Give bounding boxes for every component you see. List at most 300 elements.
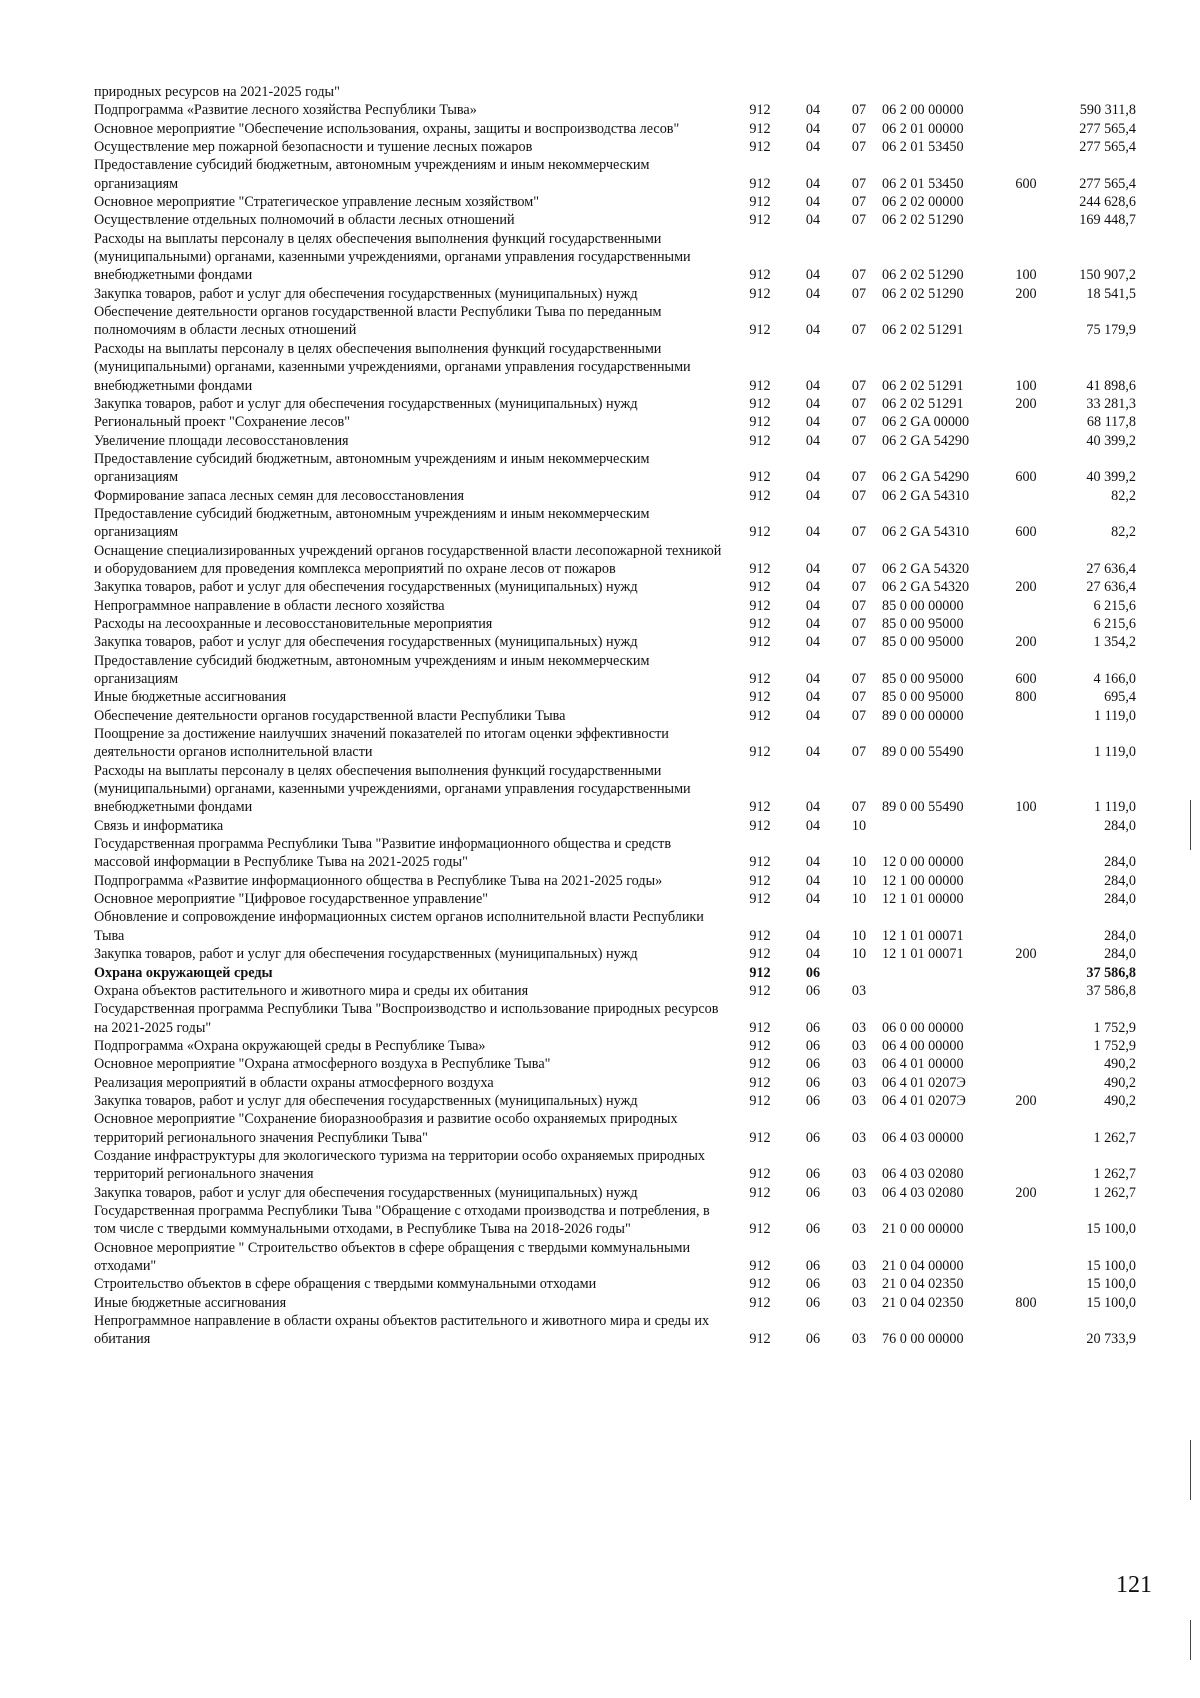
row-code-cell-c2: 04 <box>805 432 821 449</box>
row-code-cell-c6: 68 117,8 <box>1086 414 1136 431</box>
row-code-cell-c3: 03 <box>851 1331 867 1348</box>
table-row <box>94 542 1136 579</box>
row-code-cell-c1: 912 <box>749 1294 771 1311</box>
row-code-cell-c3: 03 <box>851 982 867 999</box>
table-row <box>94 395 1136 413</box>
row-code-cell-c4: 85 0 00 95000 <box>882 671 964 687</box>
row-code-cell-c1: 912 <box>749 285 771 302</box>
row-code-cell-c6: 1 354,2 <box>1093 634 1136 651</box>
row-code-cell-c5 <box>1004 413 1048 431</box>
row-code-cell-c5 <box>1004 908 1048 945</box>
row-code-cell-c1: 912 <box>749 432 771 449</box>
row-code-cell-c6: 75 179,9 <box>1086 322 1136 339</box>
row-code-cell-c3: 07 <box>851 560 867 577</box>
row-code-cell-c5 <box>1004 432 1048 450</box>
row-name-cell: Охрана объектов растительного и животного мира и среды их обитания <box>94 982 529 999</box>
row-code-cell-c4: 06 4 03 02080 <box>882 1184 964 1201</box>
row-name-cell: Расходы на выплаты персоналу в целях обеспечения выполнения функций государственными (муниципальными) органами, казенными учреждениями, органами управления государственными внебюджетными фондами <box>94 762 691 816</box>
row-code-cell-c5 <box>1004 1202 1048 1239</box>
row-code-cell-c1: 912 <box>749 487 771 504</box>
row-code-cell-c6: 590 311,8 <box>1079 102 1136 119</box>
row-code-cell-c6: 1 262,7 <box>1093 1129 1136 1146</box>
row-code-cell-c1: 912 <box>749 395 771 412</box>
row-code-cell-c1: 912 <box>749 634 771 651</box>
row-code-cell-c6: 18 541,5 <box>1086 285 1136 302</box>
row-code-cell-c3: 03 <box>851 1056 867 1073</box>
row-code-cell-c6: 20 733,9 <box>1086 1331 1136 1348</box>
row-code-cell-c6: 284,0 <box>1104 872 1136 889</box>
row-code-cell-c6: 277 565,4 <box>1079 139 1136 156</box>
row-code-cell-c4: 21 0 04 02350 <box>882 1294 964 1311</box>
row-code-cell-c6: 490,2 <box>1104 1056 1136 1073</box>
row-code-cell-c3: 10 <box>851 817 867 834</box>
row-code-cell-c4: 89 0 00 55490 <box>882 744 964 761</box>
row-code-cell-c4: 21 0 00 00000 <box>882 1221 964 1238</box>
table-row <box>94 1202 1136 1239</box>
row-name-cell: Оснащение специализированных учреждений органов государственной власти лесопожарной техникой и оборудованием для проведения комплекса мероприятий по охране лесов от пожаров <box>94 542 722 577</box>
table-row <box>94 211 1136 229</box>
table-row <box>94 101 1136 119</box>
table-row <box>94 432 1136 450</box>
row-code-cell-c4 <box>882 817 1004 835</box>
page-number: 121 <box>1116 1572 1152 1598</box>
row-code-cell-c6: 82,2 <box>1111 524 1136 541</box>
row-code-cell-c3: 07 <box>851 432 867 449</box>
row-code-cell-c3: 07 <box>851 597 867 614</box>
row-code-cell-c3: 07 <box>851 487 867 504</box>
row-code-cell-c5: 600 <box>1015 671 1037 687</box>
row-code-cell-c4: 12 0 00 00000 <box>882 854 964 871</box>
row-code-cell-c4: 06 2 00 00000 <box>882 102 964 119</box>
row-code-cell-c1: 912 <box>749 671 771 687</box>
row-code-cell-c6: 15 100,0 <box>1086 1276 1136 1293</box>
row-code-cell-c3: 03 <box>851 1184 867 1201</box>
row-name-cell: Основное мероприятие " Строительство объектов в сфере обращения с твердыми коммунальными отходами" <box>94 1239 691 1274</box>
row-code-cell-c5 <box>1004 120 1048 138</box>
row-name-cell: Предоставление субсидий бюджетным, автономным учреждениям и иным некоммерческим организациям <box>94 652 650 687</box>
row-code-cell-c5: 800 <box>1015 1294 1037 1311</box>
row-code-cell-c4: 06 2 02 51290 <box>882 212 964 229</box>
table-row <box>94 487 1136 505</box>
table-row <box>94 688 1136 706</box>
row-code-cell-c3: 03 <box>851 1166 867 1183</box>
row-code-cell-c5 <box>1004 890 1048 908</box>
row-code-cell-c2: 04 <box>805 194 821 211</box>
row-code-cell-c6: 695,4 <box>1104 689 1136 706</box>
row-code-cell-c2: 04 <box>805 615 821 632</box>
row-code-cell-c3: 07 <box>851 634 867 651</box>
row-code-cell-c4: 06 2 GA 54310 <box>882 487 970 504</box>
row-code-cell-c2: 04 <box>805 395 821 412</box>
row-code-cell-c6: 1 262,7 <box>1093 1184 1136 1201</box>
row-code-cell-c3: 07 <box>851 615 867 632</box>
row-code-cell-c6: 6 215,6 <box>1093 597 1136 614</box>
row-code-cell-c6: 284,0 <box>1104 817 1136 834</box>
row-code-cell-c4: 06 4 01 0207Э <box>882 1074 966 1091</box>
row-code-cell-c2: 04 <box>805 689 821 706</box>
row-code-cell-c5 <box>1004 1110 1048 1147</box>
row-code-cell-c3: 07 <box>851 175 867 192</box>
row-code-cell-c6: 150 907,2 <box>1079 267 1136 284</box>
row-code-cell-c2: 06 <box>805 1019 821 1036</box>
row-code-cell-c3: 10 <box>851 872 867 889</box>
table-row <box>94 1000 1136 1037</box>
row-code-cell-c5 <box>1004 615 1048 633</box>
row-name-cell: Расходы на выплаты персоналу в целях обеспечения выполнения функций государственными (муниципальными) органами, казенными учреждениями, органами управления государственными внебюджетными фондами <box>94 340 691 394</box>
row-code-cell-c1: 912 <box>749 377 771 394</box>
row-name-cell: Увеличение площади лесовосстановления <box>94 432 349 449</box>
row-name-cell: Иные бюджетные ассигнования <box>94 1294 287 1311</box>
row-code-cell-c1: 912 <box>749 927 771 944</box>
row-code-cell-c6: 1 119,0 <box>1093 707 1136 724</box>
row-code-cell-c1: 912 <box>749 524 771 541</box>
row-code-cell-c6: 284,0 <box>1104 927 1136 944</box>
row-code-cell-c6: 15 100,0 <box>1086 1258 1136 1274</box>
row-code-cell-c4: 06 2 01 00000 <box>882 120 964 137</box>
row-name-cell: Государственная программа Республики Тыва "Обращение с отходами производства и потребления, в том числе с твердыми коммунальными отходами, в Республике Тыва на 2018-2026 годы" <box>94 1202 710 1238</box>
row-code-cell-c1: 912 <box>749 1092 771 1109</box>
row-code-cell-c2: 06 <box>805 1258 821 1274</box>
row-name-cell: Осуществление мер пожарной безопасности и тушение лесных пожаров <box>94 139 533 156</box>
table-row <box>94 597 1136 615</box>
row-code-cell-c3: 07 <box>851 194 867 211</box>
row-code-cell-c5: 200 <box>1015 634 1037 651</box>
row-name-cell: Государственная программа Республики Тыва "Развитие информационного общества и средств массовой информации в Республике Тыва на 2021-2025 годы" <box>94 836 672 871</box>
row-code-cell-c4: 06 2 GA 00000 <box>882 414 970 431</box>
row-code-cell-c2: 04 <box>805 469 821 486</box>
row-code-cell-c5 <box>1004 1147 1048 1184</box>
table-row <box>94 303 1136 340</box>
row-code-cell-c3: 07 <box>851 267 867 284</box>
row-code-cell-c3: 07 <box>851 707 867 724</box>
row-code-cell-c4: 76 0 00 00000 <box>882 1331 964 1348</box>
row-name-cell: Строительство объектов в сфере обращения с твердыми коммунальными отходами <box>94 1276 597 1293</box>
row-code-cell-c5 <box>1004 725 1048 762</box>
row-code-cell-c3: 10 <box>851 854 867 871</box>
row-code-cell-c3 <box>836 83 882 101</box>
row-name-cell: Основное мероприятие "Стратегическое управление лесным хозяйством" <box>94 194 540 211</box>
row-code-cell-c5 <box>1004 83 1048 101</box>
row-code-cell-c1: 912 <box>749 615 771 632</box>
row-code-cell-c3: 07 <box>851 689 867 706</box>
row-code-cell-c4: 06 2 02 51291 <box>882 377 964 394</box>
row-code-cell-c5: 200 <box>1015 395 1037 412</box>
row-name-cell: Непрограммное направление в области охраны объектов растительного и животного мира и среды их обитания <box>94 1313 710 1348</box>
row-code-cell-c3: 07 <box>851 414 867 431</box>
row-code-cell-c5 <box>1004 303 1048 340</box>
row-name-cell: Расходы на выплаты персоналу в целях обеспечения выполнения функций государственными (муниципальными) органами, казенными учреждениями, органами управления государственными внебюджетными фондами <box>94 230 691 284</box>
row-name-cell: Основное мероприятие "Сохранение биоразнообразия и развитие особо охраняемых природных территорий регионального значения Республики Тыва" <box>94 1111 678 1146</box>
row-name-cell: Основное мероприятие "Охрана атмосферного воздуха в Республике Тыва" <box>94 1056 551 1073</box>
row-name-cell: Подпрограмма «Развитие информационного общества в Республике Тыва на 2021-2025 годы» <box>94 872 663 889</box>
row-name-cell: Обновление и сопровождение информационных систем органов исполнительной власти Республики Тыва <box>94 909 704 944</box>
row-code-cell-c1: 912 <box>749 597 771 614</box>
row-code-cell-c1: 912 <box>749 964 771 981</box>
row-code-cell-c5 <box>1004 597 1048 615</box>
row-code-cell-c6: 244 628,6 <box>1079 194 1136 211</box>
row-code-cell-c6: 284,0 <box>1104 946 1136 963</box>
row-code-cell-c2: 06 <box>805 1221 821 1238</box>
table-row <box>94 285 1136 303</box>
row-code-cell-c1: 912 <box>749 267 771 284</box>
row-code-cell-c3: 07 <box>851 139 867 156</box>
row-code-cell-c2: 04 <box>805 854 821 871</box>
row-code-cell-c2: 04 <box>805 285 821 302</box>
row-code-cell-c6: 33 281,3 <box>1086 395 1136 412</box>
row-name-cell: Подпрограмма «Охрана окружающей среды в Республике Тыва» <box>94 1037 486 1054</box>
table-row <box>94 1037 1136 1055</box>
row-code-cell-c4: 06 2 GA 54290 <box>882 432 970 449</box>
row-code-cell-c2: 04 <box>805 707 821 724</box>
row-code-cell-c4: 06 4 03 00000 <box>882 1129 964 1146</box>
row-code-cell-c4: 06 2 02 00000 <box>882 194 964 211</box>
row-code-cell-c1: 912 <box>749 469 771 486</box>
row-code-cell-c1: 912 <box>749 560 771 577</box>
row-code-cell-c3: 10 <box>851 891 867 908</box>
table-row <box>94 156 1136 193</box>
row-code-cell-c1: 912 <box>749 744 771 761</box>
row-code-cell-c6: 4 166,0 <box>1093 671 1136 687</box>
row-code-cell-c5: 200 <box>1015 946 1037 963</box>
row-code-cell-c1: 912 <box>749 322 771 339</box>
row-name-cell: Иные бюджетные ассигнования <box>94 689 287 706</box>
table-row <box>94 1092 1136 1110</box>
row-code-cell-c6: 1 119,0 <box>1093 744 1136 761</box>
row-code-cell-c2: 04 <box>805 927 821 944</box>
table-row <box>94 120 1136 138</box>
row-code-cell-c6: 37 586,8 <box>1086 982 1136 999</box>
row-code-cell-c2: 06 <box>805 1129 821 1146</box>
row-code-cell-c3: 07 <box>851 285 867 302</box>
row-code-cell-c2: 04 <box>805 579 821 596</box>
row-code-cell-c3: 07 <box>851 322 867 339</box>
table-row <box>94 450 1136 487</box>
row-code-cell-c3: 07 <box>851 799 867 816</box>
row-code-cell-c2: 04 <box>805 102 821 119</box>
row-code-cell-c5 <box>1004 193 1048 211</box>
row-code-cell-c4: 06 2 01 53450 <box>882 139 964 156</box>
row-code-cell-c4: 06 2 02 51291 <box>882 322 964 339</box>
row-code-cell-c4: 12 1 01 00000 <box>882 891 964 908</box>
table-row <box>94 1275 1136 1293</box>
row-code-cell-c1: 912 <box>749 946 771 963</box>
row-code-cell-c5 <box>1004 982 1048 1000</box>
row-code-cell-c4: 06 4 00 00000 <box>882 1037 964 1054</box>
table-row <box>94 964 1136 982</box>
row-code-cell-c4: 06 4 01 00000 <box>882 1056 964 1073</box>
row-code-cell-c4: 06 2 GA 54320 <box>882 560 970 577</box>
row-code-cell-c5 <box>1004 1037 1048 1055</box>
row-code-cell-c4: 85 0 00 95000 <box>882 634 964 651</box>
row-code-cell-c3: 07 <box>851 469 867 486</box>
row-code-cell-c3: 07 <box>851 377 867 394</box>
row-code-cell-c3: 03 <box>851 1258 867 1274</box>
table-row <box>94 1239 1136 1276</box>
row-code-cell-c1: 912 <box>749 689 771 706</box>
row-code-cell-c5: 100 <box>1015 799 1037 816</box>
row-code-cell-c5 <box>1004 211 1048 229</box>
row-code-cell-c5 <box>1004 964 1048 982</box>
row-code-cell-c4: 85 0 00 95000 <box>882 689 964 706</box>
budget-table <box>94 83 1136 1349</box>
row-code-cell-c1: 912 <box>749 414 771 431</box>
row-code-cell-c3: 03 <box>851 1276 867 1293</box>
row-code-cell-c5 <box>1004 542 1048 579</box>
table-row <box>94 1184 1136 1202</box>
row-code-cell-c3: 07 <box>851 579 867 596</box>
row-code-cell-c6: 41 898,6 <box>1086 377 1136 394</box>
row-code-cell-c1: 912 <box>749 872 771 889</box>
row-code-cell-c1: 912 <box>749 194 771 211</box>
row-code-cell-c3: 03 <box>851 1221 867 1238</box>
row-code-cell-c1: 912 <box>749 579 771 596</box>
row-code-cell-c1: 912 <box>749 982 771 999</box>
row-code-cell-c1: 912 <box>749 799 771 816</box>
row-name-cell: Поощрение за достижение наилучших значений показателей по итогам оценки эффективности деятельности органов исполнительной власти <box>94 726 669 761</box>
row-code-cell-c4 <box>882 982 1004 1000</box>
row-code-cell-c2: 04 <box>805 872 821 889</box>
row-code-cell-c6: 284,0 <box>1104 854 1136 871</box>
table-row <box>94 1055 1136 1073</box>
table-row <box>94 725 1136 762</box>
row-name-cell: Расходы на лесоохранные и лесовосстановительные мероприятия <box>94 615 493 632</box>
row-code-cell-c3: 10 <box>851 927 867 944</box>
table-row <box>94 138 1136 156</box>
row-code-cell-c3: 03 <box>851 1129 867 1146</box>
row-name-cell: Формирование запаса лесных семян для лесовосстановления <box>94 487 464 504</box>
row-name-cell: Охрана окружающей среды <box>94 964 273 981</box>
row-code-cell-c1: 912 <box>749 102 771 119</box>
row-code-cell-c5 <box>1004 487 1048 505</box>
row-name-cell: Предоставление субсидий бюджетным, автономным учреждениям и иным некоммерческим организациям <box>94 157 650 192</box>
row-code-cell-c3: 07 <box>851 102 867 119</box>
row-code-cell-c6: 1 752,9 <box>1093 1037 1136 1054</box>
row-code-cell-c6: 169 448,7 <box>1079 212 1136 229</box>
row-name-cell: Подпрограмма «Развитие лесного хозяйства Республики Тыва» <box>94 102 477 119</box>
row-code-cell-c4 <box>882 964 1004 982</box>
row-code-cell-c4: 12 1 00 00000 <box>882 872 964 889</box>
row-code-cell-c4: 06 2 GA 54290 <box>882 469 970 486</box>
row-code-cell-c5: 200 <box>1015 1092 1037 1109</box>
row-code-cell-c6: 40 399,2 <box>1086 469 1136 486</box>
row-code-cell-c1: 912 <box>749 1074 771 1091</box>
row-name-cell: Основное мероприятие "Обеспечение использования, охраны, защиты и воспроизводства лесов" <box>94 120 680 137</box>
row-name-cell: Закупка товаров, работ и услуг для обеспечения государственных (муниципальных) нужд <box>94 579 638 596</box>
row-code-cell-c2: 06 <box>805 1294 821 1311</box>
row-code-cell-c2: 04 <box>805 212 821 229</box>
row-code-cell-c3: 07 <box>851 524 867 541</box>
row-code-cell-c5 <box>1004 101 1048 119</box>
row-code-cell-c4: 06 2 01 53450 <box>882 175 964 192</box>
row-code-cell-c2: 06 <box>805 1166 821 1183</box>
row-code-cell-c1: 912 <box>749 1331 771 1348</box>
row-code-cell-c3 <box>836 964 882 982</box>
row-code-cell-c5 <box>1004 138 1048 156</box>
row-code-cell-c4: 12 1 01 00071 <box>882 946 964 963</box>
table-row <box>94 982 1136 1000</box>
row-code-cell-c1: 912 <box>749 1056 771 1073</box>
row-code-cell-c1: 912 <box>749 1166 771 1183</box>
row-code-cell-c6: 1 119,0 <box>1093 799 1136 816</box>
row-code-cell-c4: 06 0 00 00000 <box>882 1019 964 1036</box>
table-row <box>94 83 1136 101</box>
row-code-cell-c1 <box>730 83 790 101</box>
table-row <box>94 1312 1136 1349</box>
row-code-cell-c3: 07 <box>851 671 867 687</box>
row-code-cell-c2: 04 <box>805 560 821 577</box>
row-name-cell: Закупка товаров, работ и услуг для обеспечения государственных (муниципальных) нужд <box>94 634 638 651</box>
row-name-cell: Предоставление субсидий бюджетным, автономным учреждениям и иным некоммерческим организациям <box>94 450 650 486</box>
row-code-cell-c5 <box>1004 1239 1048 1276</box>
row-code-cell-c6: 490,2 <box>1104 1092 1136 1109</box>
table-row <box>94 945 1136 963</box>
row-code-cell-c2: 04 <box>805 322 821 339</box>
row-code-cell-c2: 04 <box>805 139 821 156</box>
row-code-cell-c6: 27 636,4 <box>1086 560 1136 577</box>
row-code-cell-c2: 06 <box>805 1092 821 1109</box>
row-code-cell-c6 <box>1048 83 1136 101</box>
row-code-cell-c3: 07 <box>851 744 867 761</box>
row-name-cell: Обеспечение деятельности органов государственной власти Республики Тыва по переданным полномочиям в области лесных отношений <box>94 304 662 339</box>
row-code-cell-c5 <box>1004 707 1048 725</box>
row-code-cell-c3: 03 <box>851 1074 867 1091</box>
budget-table-body <box>94 83 1136 1349</box>
table-row <box>94 1294 1136 1312</box>
row-code-cell-c2: 06 <box>805 1074 821 1091</box>
row-code-cell-c2: 04 <box>805 524 821 541</box>
row-code-cell-c5 <box>1004 1000 1048 1037</box>
row-code-cell-c4: 85 0 00 95000 <box>882 615 964 632</box>
row-code-cell-c6: 1 262,7 <box>1093 1166 1136 1183</box>
row-code-cell-c4: 21 0 04 02350 <box>882 1276 964 1293</box>
row-code-cell-c2: 04 <box>805 744 821 761</box>
row-code-cell-c5 <box>1004 817 1048 835</box>
row-code-cell-c2 <box>790 83 836 101</box>
row-code-cell-c2: 04 <box>805 799 821 816</box>
row-code-cell-c4: 06 2 02 51291 <box>882 395 964 412</box>
row-code-cell-c2: 04 <box>805 597 821 614</box>
table-row <box>94 652 1136 689</box>
row-code-cell-c1: 912 <box>749 1184 771 1201</box>
row-code-cell-c3: 10 <box>851 946 867 963</box>
row-code-cell-c3: 07 <box>851 395 867 412</box>
row-name-cell: Обеспечение деятельности органов государственной власти Республики Тыва <box>94 707 566 724</box>
row-code-cell-c4 <box>882 83 1004 101</box>
row-name-cell: Реализация мероприятий в области охраны атмосферного воздуха <box>94 1074 494 1091</box>
row-code-cell-c6: 15 100,0 <box>1086 1294 1136 1311</box>
row-code-cell-c3: 03 <box>851 1019 867 1036</box>
row-code-cell-c1: 912 <box>749 854 771 871</box>
row-code-cell-c3: 07 <box>851 120 867 137</box>
row-name-cell: Закупка товаров, работ и услуг для обеспечения государственных (муниципальных) нужд <box>94 285 638 302</box>
row-code-cell-c6: 490,2 <box>1104 1074 1136 1091</box>
row-code-cell-c6: 82,2 <box>1111 487 1136 504</box>
row-code-cell-c1: 912 <box>749 1129 771 1146</box>
row-code-cell-c1: 912 <box>749 1037 771 1054</box>
row-code-cell-c1: 912 <box>749 212 771 229</box>
row-code-cell-c5: 200 <box>1015 579 1037 596</box>
row-name-cell: Государственная программа Республики Тыва "Воспроизводство и использование природных ресурсов на 2021-2025 годы" <box>94 1001 719 1036</box>
row-code-cell-c2: 04 <box>805 120 821 137</box>
table-row <box>94 890 1136 908</box>
row-code-cell-c6: 40 399,2 <box>1086 432 1136 449</box>
row-code-cell-c6: 284,0 <box>1104 891 1136 908</box>
table-row <box>94 1074 1136 1092</box>
table-row <box>94 615 1136 633</box>
row-code-cell-c5: 100 <box>1015 377 1037 394</box>
row-name-cell: Закупка товаров, работ и услуг для обеспечения государственных (муниципальных) нужд <box>94 1092 638 1109</box>
table-row <box>94 193 1136 211</box>
